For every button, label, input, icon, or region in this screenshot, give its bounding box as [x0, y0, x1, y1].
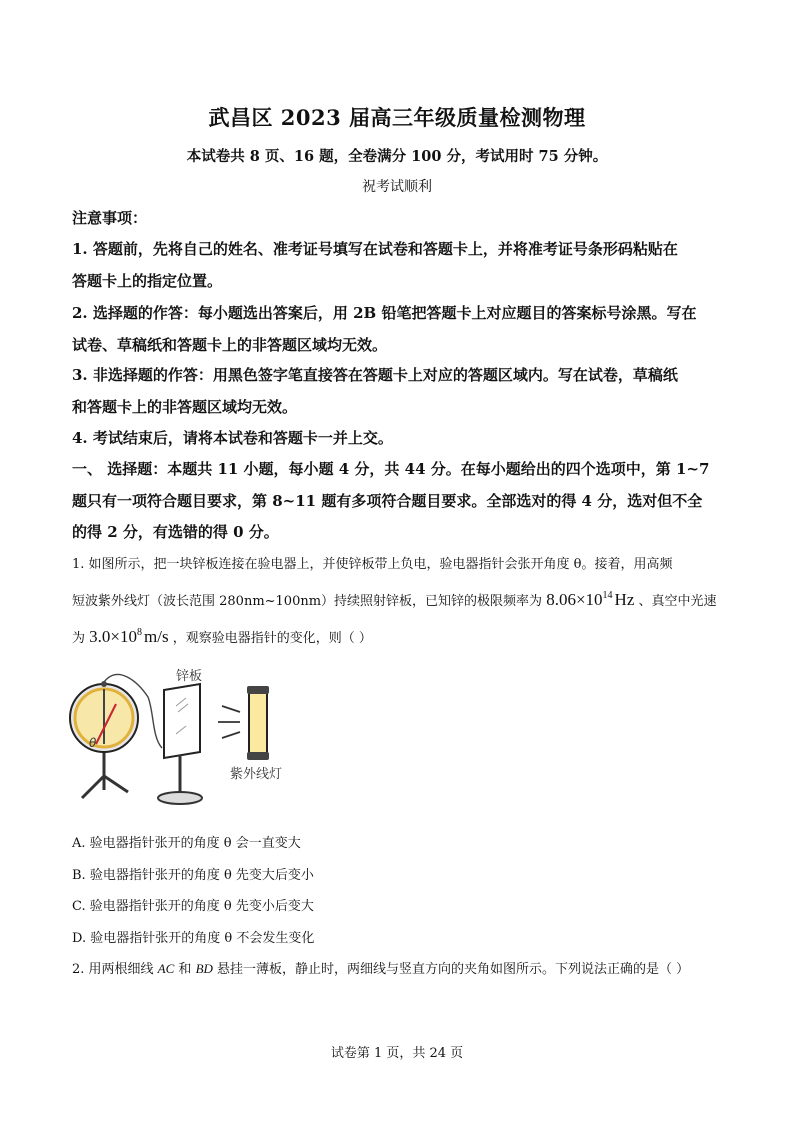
zinc-plate	[164, 684, 200, 758]
theta-label: θ	[89, 736, 97, 750]
option-b: B. 验电器指针张开的角度 θ 先变大后变小	[72, 868, 314, 883]
uv-lamp-cap	[247, 686, 269, 694]
question-2: 2. 用两根细线 AC 和 BD 悬挂一薄板，静止时，两细线与竖直方向的夹角如图所示。下列说法正确的是（ ）	[72, 961, 690, 977]
uv-lamp-label: 紫外线灯	[230, 767, 283, 782]
section-1-line-2: 题只有一项符合题目要求，第 8~11 题有多项符合题目要求。全部选对的得 4 分，选对但不全	[72, 492, 703, 510]
uv-lamp-cap	[247, 752, 269, 760]
notice-item-4: 4. 考试结束后，请将本试卷和答题卡一并上交。	[72, 429, 393, 447]
notice-item-2-line-1: 2. 选择题的作答：每小题选出答案后，用 2B 铅笔把答题卡上对应题目的答案标号涂黑。写在	[72, 304, 697, 322]
notice-heading: 注意事项：	[72, 209, 148, 227]
option-a: A. 验电器指针张开的角度 θ 会一直变大	[72, 836, 301, 851]
electroscope-figure	[68, 662, 300, 812]
notice-item-3-line-2: 和答题卡上的非答题区域均无效。	[72, 398, 298, 416]
blessing-text: 祝考试顺利	[362, 179, 432, 195]
notice-item-3-line-1: 3. 非选择题的作答：用黑色签字笔直接答在答题卡上对应的答题区域内。写在试卷，草稿纸	[72, 366, 678, 384]
section-1-line-1: 一、 选择题：本题共 11 小题，每小题 4 分，共 44 分。在每小题给出的四个选项中，第 1~7	[72, 460, 710, 478]
section-1-line-3: 的得 2 分，有选错的得 0 分。	[72, 523, 279, 541]
question-1-line-3: 为 $3.0\times 10^8$ m/s ，观察验电器指针的变化，则（ ）	[72, 627, 372, 646]
notice-item-1-line-1: 1. 答题前，先将自己的姓名、准考证号填写在试卷和答题卡上，并将准考证号条形码粘贴在	[72, 240, 678, 258]
plate-stand-base	[158, 792, 202, 804]
electroscope-leg	[82, 776, 104, 798]
notice-item-1-line-2: 答题卡上的指定位置。	[72, 272, 223, 290]
uv-lamp	[249, 688, 267, 758]
page-title: 武昌区 2023 届高三年级质量检测物理	[208, 105, 586, 130]
option-c: C. 验电器指针张开的角度 θ 先变小后变大	[72, 899, 314, 914]
question-1-line-2	[72, 590, 717, 610]
electroscope-leg	[104, 776, 128, 792]
question-1-line-1: 1. 如图所示，把一块锌板连接在验电器上，并使锌板带上负电，验电器指针会张开角度 θ。接着，用高频	[72, 557, 673, 572]
uv-ray	[222, 732, 240, 738]
exam-info: 本试卷共 8 页、16 题，全卷满分 100 分，考试用时 75 分钟。	[186, 148, 608, 165]
option-d: D. 验电器指针张开的角度 θ 不会发生变化	[72, 931, 315, 946]
zinc-plate-label: 锌板	[176, 669, 203, 684]
question-1-line-2-text: 短波紫外线灯（波长范围 280nm~100nm）持续照射锌板，已知锌的极限频率为	[72, 594, 543, 609]
string-bd: BD	[195, 961, 213, 976]
speed-of-light: $3.0\times 10^8$ m/s	[89, 627, 169, 646]
notice-item-2-line-2: 试卷、草稿纸和答题卡上的非答题区域均无效。	[72, 336, 388, 354]
question-1-line-2-tail: 、真空中光速	[638, 594, 717, 609]
page-footer: 试卷第 1 页，共 24 页	[330, 1046, 464, 1061]
question-1-line-3-tail: ，观察验电器指针的变化，则（ ）	[172, 631, 372, 646]
zinc-threshold-frequency: $8.06\times 10^{14}$ Hz	[546, 590, 635, 609]
string-ac: AC	[157, 961, 175, 976]
uv-ray	[222, 706, 240, 712]
